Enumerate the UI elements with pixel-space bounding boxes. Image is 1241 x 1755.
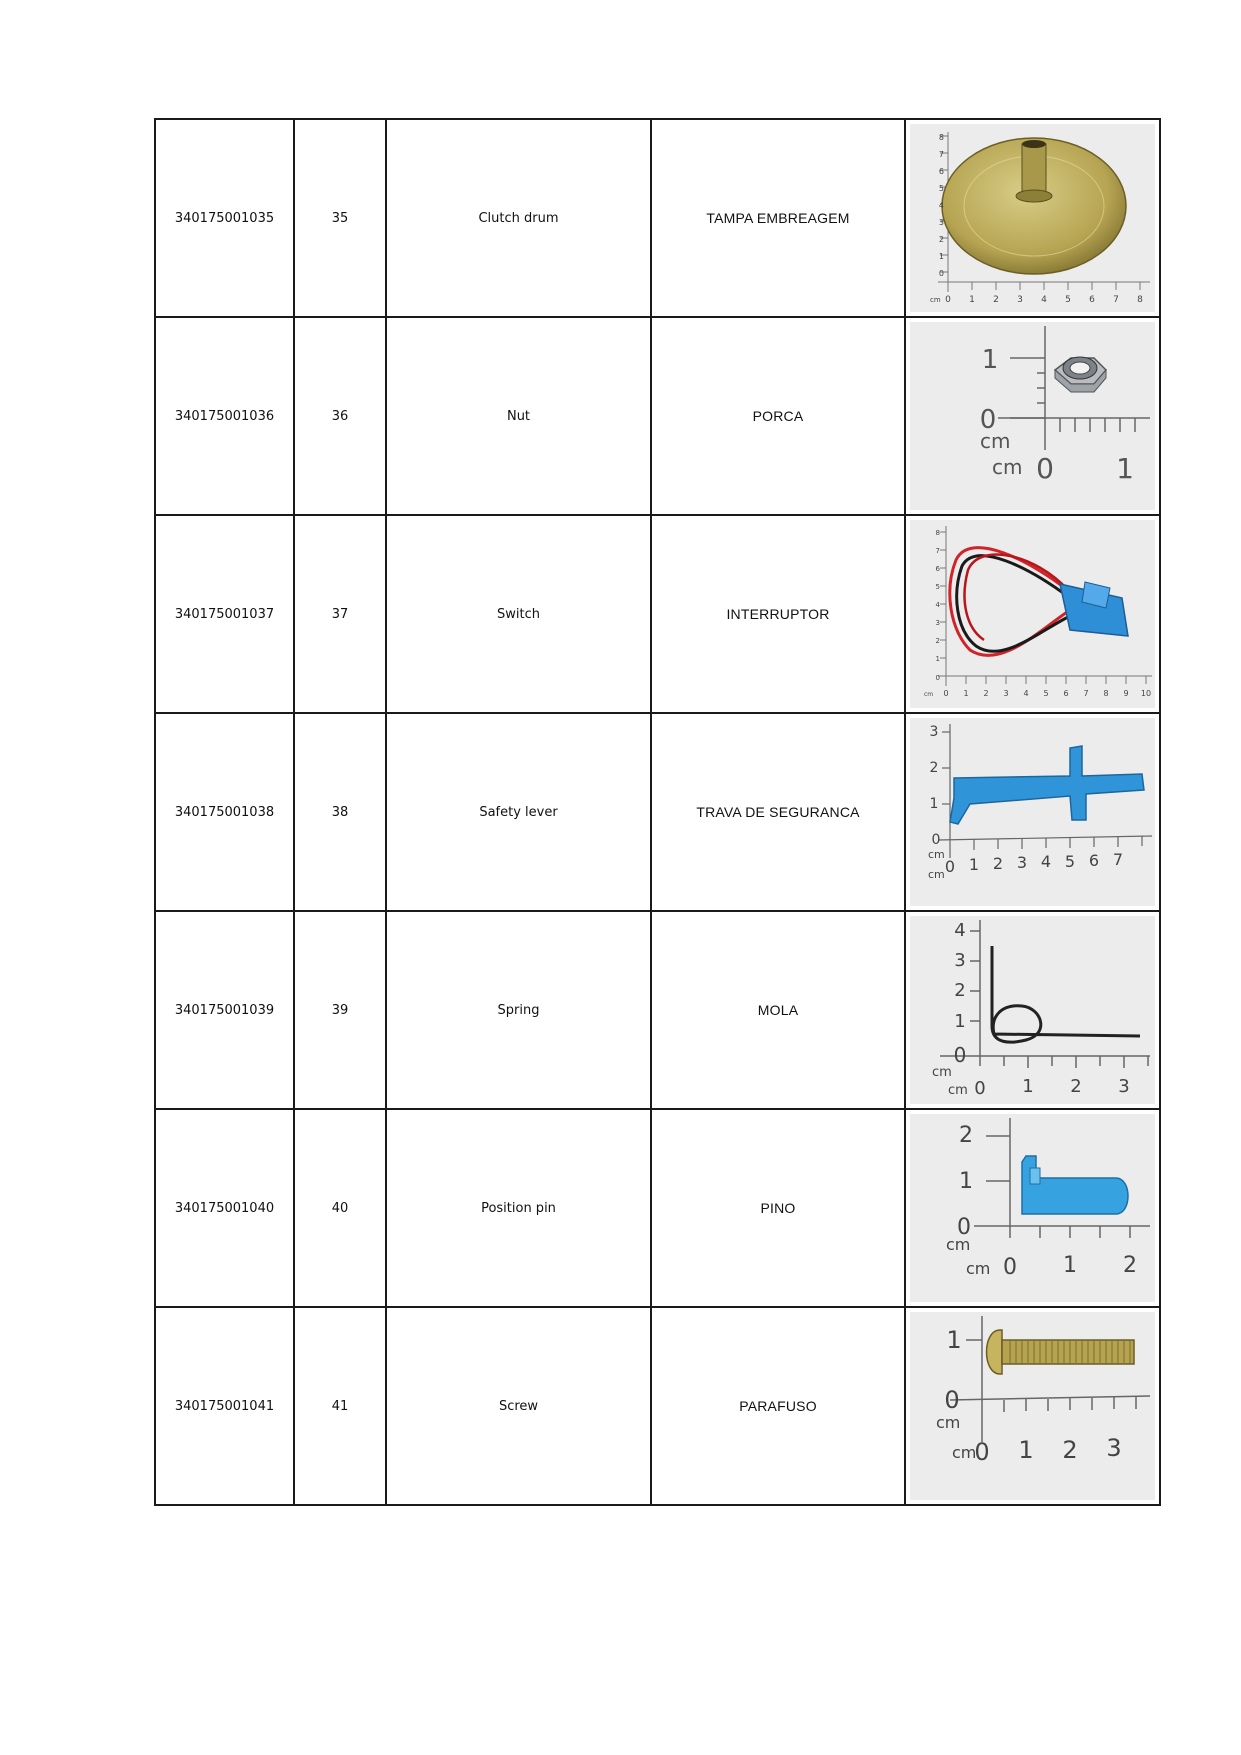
ruler-x-label: 5 <box>1043 689 1049 698</box>
part-name-en: Safety lever <box>386 713 651 911</box>
ruler-x-label: 6 <box>1088 851 1100 870</box>
ruler-x-label: 1 <box>969 295 975 305</box>
table-row <box>155 317 1160 515</box>
ruler-x-label: 4 <box>1041 295 1047 305</box>
table-row <box>155 515 1160 713</box>
part-photo-cell <box>905 317 1160 515</box>
part-name-en: Screw <box>386 1307 651 1505</box>
ruler-y-label: 3 <box>938 218 944 227</box>
part-name-en: Position pin <box>386 1109 651 1307</box>
ruler-y-label: 0 <box>938 269 944 278</box>
ruler-x-label: 5 <box>1064 852 1076 871</box>
ruler-x-label: 3 <box>1016 853 1028 872</box>
ruler-x-label: 0 <box>974 1078 986 1099</box>
part-number: 40 <box>294 1109 386 1307</box>
ruler-x-label: 0 <box>945 295 951 305</box>
ruler-y-label: 2 <box>929 760 939 776</box>
table-row <box>155 119 1160 317</box>
ruler-x-label: 6 <box>1063 689 1069 698</box>
part-photo-cell <box>905 911 1160 1109</box>
part-name-pt: PINO <box>651 1109 905 1307</box>
ruler-x-label: 0 <box>944 857 956 876</box>
ruler-y-label: 1 <box>946 1326 962 1354</box>
ruler-x-label: 1 <box>1116 452 1134 485</box>
ruler-x-label: 1 <box>968 855 980 874</box>
ruler-x-label: 3 <box>1118 1076 1130 1097</box>
part-photo-cell <box>905 1307 1160 1505</box>
ruler-y-label: 8 <box>938 133 944 142</box>
ruler-y-label: 1 <box>935 655 940 663</box>
ruler-x-label: 1 <box>1018 1436 1034 1464</box>
ruler-unit-label: cm <box>992 455 1023 479</box>
ruler-y-label: 4 <box>954 920 966 941</box>
part-number: 36 <box>294 317 386 515</box>
ruler-x-label: 1 <box>1022 1076 1034 1097</box>
ruler-y-label: 6 <box>935 565 940 573</box>
ruler-x-label: 0 <box>1003 1255 1017 1280</box>
ruler-y-label: 6 <box>938 167 944 176</box>
ruler-unit-label: cm <box>980 429 1011 453</box>
part-name-en: Nut <box>386 317 651 515</box>
ruler-unit-label: cm <box>966 1259 991 1278</box>
ruler-unit-label: cm <box>928 848 945 861</box>
ruler-unit-label: cm <box>924 691 934 698</box>
part-name-en: Switch <box>386 515 651 713</box>
ruler-x-label: 5 <box>1065 295 1071 305</box>
ruler-x-label: 0 <box>943 689 949 698</box>
ruler-x-label: 2 <box>1062 1436 1078 1464</box>
ruler-y-label: 3 <box>954 950 966 971</box>
ruler-unit-label: cm <box>928 868 945 881</box>
table-row <box>155 1307 1160 1505</box>
part-photo-cell <box>905 713 1160 911</box>
ruler-y-label: 5 <box>935 583 940 591</box>
screw-icon <box>910 1312 1155 1500</box>
part-name-pt: MOLA <box>651 911 905 1109</box>
ruler-y-label: 2 <box>935 637 940 645</box>
part-code: 340175001035 <box>155 119 294 317</box>
ruler-y-label: 0 <box>944 1386 960 1414</box>
ruler-y-label: 1 <box>954 1011 966 1032</box>
ruler-y-label: 0 <box>979 405 997 435</box>
ruler-x-label: 2 <box>993 295 999 305</box>
ruler-y-label: 7 <box>935 547 940 555</box>
clutch-drum-icon <box>910 124 1155 312</box>
ruler-x-label: 8 <box>1137 295 1143 305</box>
ruler-y-label: 8 <box>935 529 940 537</box>
part-name-pt: PARAFUSO <box>651 1307 905 1505</box>
ruler-x-label: 2 <box>1123 1253 1137 1278</box>
safety-lever-icon <box>910 718 1155 906</box>
ruler-x-label: 0 <box>1036 452 1054 485</box>
ruler-y-label: 1 <box>981 345 999 375</box>
part-number: 41 <box>294 1307 386 1505</box>
ruler-y-label: 0 <box>957 1215 971 1240</box>
ruler-y-label: 4 <box>935 601 940 609</box>
ruler-y-label: 1 <box>938 252 944 261</box>
part-code: 340175001039 <box>155 911 294 1109</box>
parts-table <box>154 118 1161 1506</box>
ruler-x-label: 2 <box>992 854 1004 873</box>
part-number: 38 <box>294 713 386 911</box>
part-code: 340175001037 <box>155 515 294 713</box>
switch-icon <box>910 520 1155 708</box>
ruler-x-label: 0 <box>974 1438 990 1466</box>
ruler-x-label: 7 <box>1113 295 1119 305</box>
part-name-en: Spring <box>386 911 651 1109</box>
part-name-pt: INTERRUPTOR <box>651 515 905 713</box>
ruler-x-label: 10 <box>1140 689 1152 698</box>
ruler-unit-label: cm <box>930 296 941 304</box>
part-photo-cell <box>905 515 1160 713</box>
part-name-pt: PORCA <box>651 317 905 515</box>
ruler-x-label: 7 <box>1112 850 1124 869</box>
ruler-y-label: 1 <box>929 796 939 812</box>
ruler-y-label: 1 <box>959 1169 973 1194</box>
table-row <box>155 713 1160 911</box>
spring-icon <box>910 916 1155 1104</box>
ruler-x-label: 1 <box>963 689 969 698</box>
ruler-unit-label: cm <box>952 1443 977 1462</box>
part-number: 35 <box>294 119 386 317</box>
part-photo-cell <box>905 119 1160 317</box>
ruler-y-label: 2 <box>938 235 944 244</box>
ruler-unit-label: cm <box>946 1235 971 1254</box>
part-code: 340175001041 <box>155 1307 294 1505</box>
ruler-y-label: 3 <box>929 724 939 740</box>
part-name-pt: TAMPA EMBREAGEM <box>651 119 905 317</box>
ruler-y-label: 7 <box>938 150 944 159</box>
ruler-x-label: 8 <box>1103 689 1109 698</box>
ruler-y-label: 0 <box>953 1043 967 1067</box>
part-photo-cell <box>905 1109 1160 1307</box>
part-number: 37 <box>294 515 386 713</box>
ruler-x-label: 4 <box>1040 852 1052 871</box>
ruler-y-label: 2 <box>959 1123 973 1148</box>
ruler-y-label: 4 <box>938 201 944 210</box>
ruler-x-label: 9 <box>1123 689 1129 698</box>
ruler-x-label: 3 <box>1106 1434 1122 1462</box>
ruler-y-label: 0 <box>931 832 941 848</box>
part-code: 340175001038 <box>155 713 294 911</box>
ruler-x-label: 4 <box>1023 689 1029 698</box>
nut-icon <box>910 322 1155 510</box>
position-pin-icon <box>910 1114 1155 1302</box>
ruler-y-label: 2 <box>954 980 966 1001</box>
ruler-y-label: 0 <box>935 674 940 682</box>
ruler-x-label: 3 <box>1017 295 1023 305</box>
part-name-en: Clutch drum <box>386 119 651 317</box>
part-code: 340175001036 <box>155 317 294 515</box>
part-name-pt: TRAVA DE SEGURANCA <box>651 713 905 911</box>
ruler-unit-label: cm <box>948 1083 968 1098</box>
ruler-x-label: 2 <box>1070 1076 1082 1097</box>
table-row <box>155 911 1160 1109</box>
part-number: 39 <box>294 911 386 1109</box>
ruler-x-label: 6 <box>1089 295 1095 305</box>
ruler-x-label: 1 <box>1063 1253 1077 1278</box>
ruler-y-label: 5 <box>938 184 944 193</box>
ruler-y-label: 3 <box>935 619 940 627</box>
ruler-x-label: 7 <box>1083 689 1089 698</box>
ruler-unit-label: cm <box>936 1413 961 1432</box>
table-row <box>155 1109 1160 1307</box>
ruler-unit-label: cm <box>932 1065 952 1080</box>
ruler-x-label: 3 <box>1003 689 1009 698</box>
part-code: 340175001040 <box>155 1109 294 1307</box>
ruler-x-label: 2 <box>983 689 989 698</box>
